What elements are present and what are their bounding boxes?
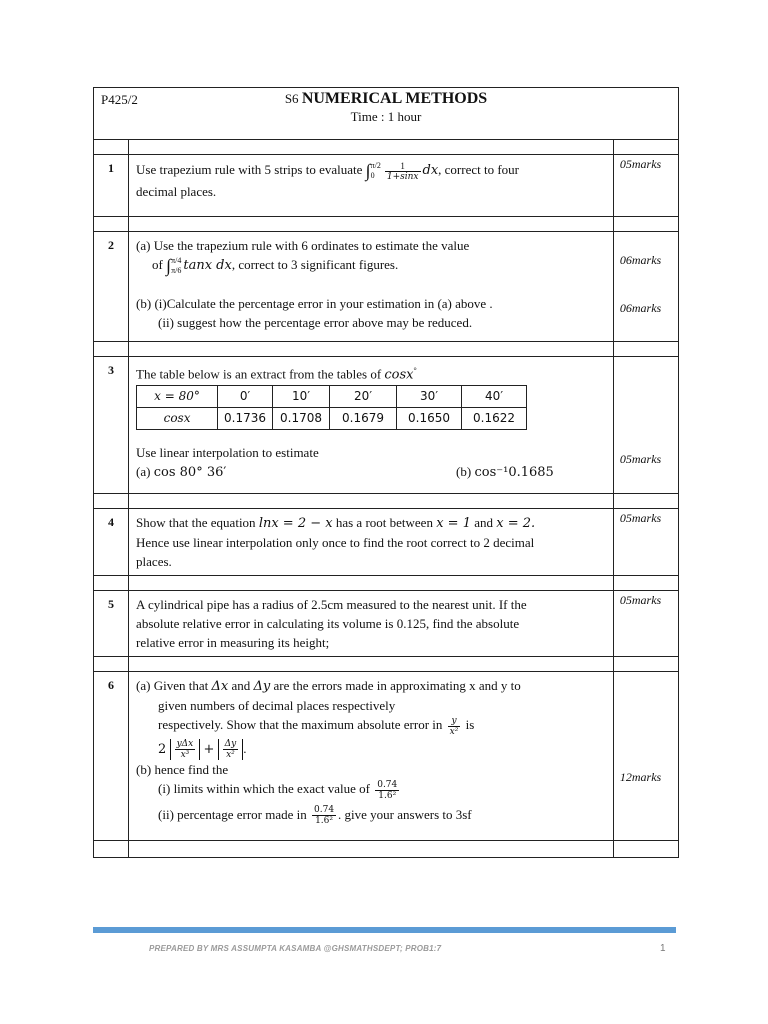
q6-dx: Δx [211,679,229,694]
cos-table [136,385,527,430]
q6-a1-post: are the errors made in approximating x and y to [273,678,521,693]
formula-f2-bot: x² [226,750,235,761]
question-number: 1 [94,155,129,217]
table-cell: 0′ [218,386,273,408]
table-cell: 0.1622 [462,408,527,430]
question-6-row [94,672,679,841]
gap-row [94,342,679,357]
gap-row [94,217,679,232]
q6-bii-pre: (ii) percentage error made in [158,806,307,822]
cos-table-values [137,408,527,430]
question-4-row [94,509,679,576]
q5-line1: A cylindrical pipe has a radius of 2.5cm measured to the nearest unit. If the [136,597,527,612]
formula-f1-top: yΔx [176,739,194,750]
question-number: 2 [94,232,129,342]
formula-plus: + [203,741,215,757]
formula-f1-bot: x³ [180,750,190,761]
question-number: 6 [94,672,129,841]
q3-intro-fn: cosx [384,367,414,383]
gap-row [94,494,679,509]
q4-t2: has a root between [335,515,433,530]
marks-q6-value: 12marks [619,770,662,784]
q6-a2: given numbers of decimal places respectively [158,698,396,713]
table-cell: 0.1708 [273,408,330,430]
marks-q3-value: 05marks [619,452,662,466]
gap-row [94,576,679,591]
q3-part-a-label: (a) [136,464,151,480]
marks-q1: 05marks [613,155,678,217]
question-5-row [94,591,679,657]
marks-q6 [613,672,678,841]
exam-table [93,87,679,858]
dx: dx [422,163,439,178]
footer-prepared-by: PREPARED BY MRS ASSUMPTA KASAMBA @GHSMATHSDEPT; PROB1:7 [149,944,442,953]
q5-line2: absolute relative error in calculating its volume is 0.125, find the absolute [136,616,520,631]
q2-a-line1: (a) Use the trapezium rule with 6 ordinates to estimate the value [136,238,470,253]
footer-bar [93,927,676,933]
q6-a1-pre: (a) Given that [136,678,209,693]
time-allowed: Time : 1 hour [350,109,422,124]
q4-t3: and [474,515,493,530]
question-5-text [129,591,614,657]
q6-a3-pre: respectively. Show that the maximum absolute error in [158,717,443,732]
integrand-fraction: $\frac{1}{1+\sin x}$ [386,160,419,182]
q4-t1: Show that the equation [136,515,256,530]
q6-bii-fraction: $\frac{0.74}{\text{1.6²}}$ [314,805,335,827]
marks-q2 [613,232,678,342]
table-cell: cosx [137,408,218,430]
q4-eq3: x = 2. [496,516,536,531]
formula-f2-top: Δy [224,739,237,750]
q4-line3: places. [136,554,172,569]
question-2-row [94,232,679,342]
table-cell: 10′ [273,386,330,408]
q3-part-b-label: (b) [456,464,472,480]
question-number: 5 [94,591,129,657]
paper-code: P425/2 [101,92,138,107]
page-number: 1 [660,943,666,954]
gap-row [94,140,679,155]
marks-q4: 05marks [613,509,678,576]
marks-q5: 05marks [613,591,678,657]
question-number: 4 [94,509,129,576]
q2-b-ii: (ii) suggest how the percentage error above may be reduced. [158,315,473,331]
question-3-row [94,357,679,494]
q1-text-a: Use trapezium rule with 5 strips to evaluate [136,162,363,177]
q6-and: and [231,678,251,693]
q6-b-label: (b) hence find the [136,762,229,778]
q6-bii-post: . give your answers to 3sf [338,806,472,822]
q6-bi-fraction: $\frac{0.74}{\text{1.6²}}$ [377,779,398,801]
q6-formula: 2 $\frac{\text{yΔx}}{\text{x³}}$ + $\frac{\Delta y}{\text{x²}}$ . [158,739,247,761]
gap-row [94,657,679,672]
q3-instruction: Use linear interpolation to estimate [136,445,319,461]
integral-limits: π/2 0 [370,161,381,181]
q3-intro: The table below is an extract from the tables of [136,366,382,382]
table-cell: 0.1679 [330,408,397,430]
integral-sign: ∫ [365,160,371,181]
q2-of: of [152,257,163,272]
q2-integrand: tanx dx [183,258,232,273]
q6-dy: Δy [253,679,271,694]
q4-line2: Hence use linear interpolation only once to find the root correct to 2 decimal [136,535,535,550]
table-cell: 30′ [397,386,462,408]
q1-text-b: , correct to four [438,162,520,177]
q5-line3: relative error in measuring its height; [136,635,330,650]
q2-a-tail: , correct to 3 significant figures. [231,257,399,272]
question-3-text: The table below is an extract from the tables of cosx° x = 80° 0′ 10′ 20′ 30′ 40′ cosx 0.1736 0.1708 0.1679 0.1650 0.1622 Use linear interpolation to estimate (a) cos 80° 36′ (b) cos⁻¹0.1685 [129,357,614,494]
page-title: NUMERICAL METHODS [301,90,488,107]
marks-q2b: 06marks [619,301,662,315]
q6-fraction: $\frac{y}{\text{x²}}$ [449,715,459,737]
table-cell: 40′ [462,386,527,408]
marks-q3 [613,357,678,494]
question-1-text [129,155,614,217]
q3-part-a: cos 80° 36′ [153,465,227,481]
q6-bi-text: (i) limits within which the exact value of [158,781,370,797]
marks-q2a: 06marks [619,253,662,267]
question-2-text [129,232,614,342]
table-cell: 20′ [330,386,397,408]
question-number: 3 [94,357,129,494]
q2-b-i: (b) (i)Calculate the percentage error in your estimation in (a) above . [136,296,493,312]
formula-coef: 2 [158,741,167,757]
table-cell: x = 80° [137,386,218,408]
gap-row [94,841,679,858]
integral-sign: ∫ [166,255,172,276]
q1-text-c: decimal places. [136,183,217,199]
title-prefix: S6 [284,91,299,106]
integral-limits: π/4 π/6 [171,256,182,276]
q3-part-b: cos⁻¹0.1685 [474,465,554,481]
q6-a3-post: is [465,717,475,732]
header-row [94,88,679,140]
q4-eq1: lnx = 2 − x [258,516,333,531]
cos-table-header [137,386,527,408]
question-6-text [129,672,614,841]
question-1-row [94,155,679,217]
table-cell: 0.1650 [397,408,462,430]
q4-eq2: x = 1 [436,516,471,531]
table-cell: 0.1736 [218,408,273,430]
question-4-text [129,509,614,576]
